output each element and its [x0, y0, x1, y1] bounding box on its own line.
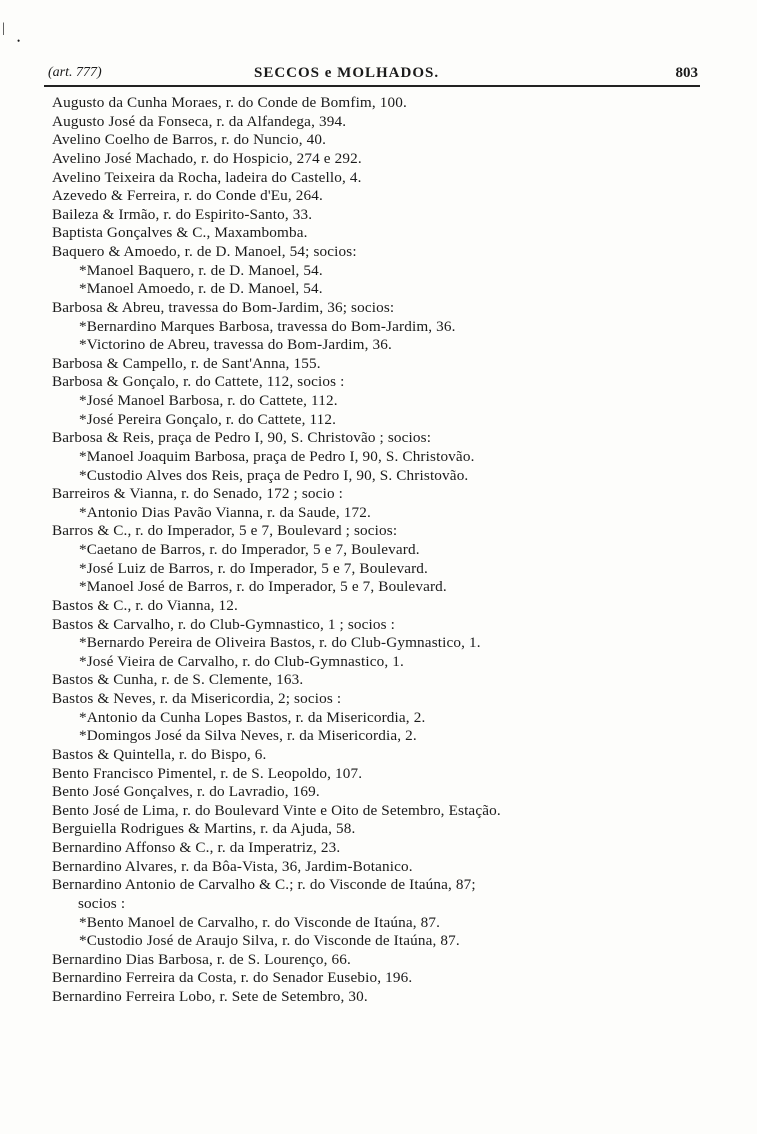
socio-entry: *Manoel José de Barros, r. do Imperador, 5 e 7, Boulevard.	[79, 578, 447, 596]
socio-entry: *Bernardino Marques Barbosa, travessa do Bom-Jardim, 36.	[79, 317, 456, 335]
business-entry: Bernardino Antonio de Carvalho & C.; r. do Visconde de Itaúna, 87;	[52, 876, 476, 894]
socio-entry: *Custodio Alves dos Reis, praça de Pedro I, 90, S. Christovão.	[79, 466, 469, 484]
margin-mark: |	[2, 21, 5, 36]
business-entry: Avelino José Machado, r. do Hospicio, 274 e 292.	[52, 149, 362, 167]
business-entry: Bernardino Alvares, r. da Bôa-Vista, 36, Jardim-Botanico.	[52, 857, 413, 875]
business-entry: Bernardino Affonso & C., r. da Imperatriz, 23.	[52, 839, 341, 856]
business-entry: Barbosa & Gonçalo, r. do Cattete, 112, socios :	[52, 373, 345, 391]
socio-entry: socios :	[78, 894, 126, 912]
business-entry: Bernardino Ferreira Lobo, r. Sete de Setembro, 30.	[52, 988, 368, 1005]
page-number: 803	[675, 65, 698, 81]
socio-entry: *Victorino de Abreu, travessa do Bom-Jardim, 36.	[79, 336, 392, 354]
socio-entry: *Caetano de Barros, r. do Imperador, 5 e 7, Boulevard.	[79, 541, 420, 558]
business-entry: Bernardino Ferreira da Costa, r. do Senador Eusebio, 196.	[52, 969, 413, 987]
socio-entry: *Bernardo Pereira de Oliveira Bastos, r. do Club-Gymnastico, 1.	[79, 634, 481, 652]
socio-entry: *Domingos José da Silva Neves, r. da Misericordia, 2.	[79, 727, 417, 745]
business-entry: Baptista Gonçalves & C., Maxambomba.	[52, 224, 308, 242]
business-entry: Barbosa & Campello, r. de Sant'Anna, 155.	[52, 354, 321, 372]
business-entry: Bento José de Lima, r. do Boulevard Vinte e Oito de Setembro, Estação.	[52, 801, 501, 819]
business-entry: Baquero & Amoedo, r. de D. Manoel, 54; socios:	[52, 243, 357, 260]
business-entry: Bastos & Carvalho, r. do Club-Gymnastico, 1 ; socios :	[52, 615, 396, 633]
business-entry: Bastos & Neves, r. da Misericordia, 2; socios :	[52, 690, 342, 707]
socio-entry: *Manoel Amoedo, r. de D. Manoel, 54.	[79, 280, 323, 298]
socio-entry: *Manoel Joaquim Barbosa, praça de Pedro I, 90, S. Christovão.	[79, 447, 475, 465]
business-entry: Barbosa & Reis, praça de Pedro I, 90, S. Christovão ; socios:	[52, 429, 432, 447]
business-entry: Bento José Gonçalves, r. do Lavradio, 169.	[52, 783, 320, 801]
business-entry: Avelino Teixeira da Rocha, ladeira do Castello, 4.	[52, 168, 362, 186]
socio-entry: *Antonio Dias Pavão Vianna, r. da Saude, 172.	[79, 503, 371, 521]
business-entry: Barros & C., r. do Imperador, 5 e 7, Boulevard ; socios:	[52, 522, 398, 540]
business-entry: Barreiros & Vianna, r. do Senado, 172 ; socio :	[52, 485, 343, 503]
business-entry: Berguiella Rodrigues & Martins, r. da Ajuda, 58.	[52, 820, 356, 838]
socio-entry: *José Pereira Gonçalo, r. do Cattete, 112.	[79, 410, 337, 428]
socio-entry: *Antonio da Cunha Lopes Bastos, r. da Misericordia, 2.	[79, 708, 426, 726]
article-range: (art. 777)	[48, 65, 102, 80]
socio-entry: *José Luiz de Barros, r. do Imperador, 5 e 7, Boulevard.	[79, 559, 428, 577]
socio-entry: *Custodio José de Araujo Silva, r. do Visconde de Itaúna, 87.	[79, 932, 460, 950]
socio-entry: *Manoel Baquero, r. de D. Manoel, 54.	[79, 261, 323, 279]
socio-entry: *Bento Manoel de Carvalho, r. do Visconde de Itaúna, 87.	[79, 913, 441, 931]
business-entry: Bastos & Cunha, r. de S. Clemente, 163.	[52, 671, 304, 689]
business-entry: Barbosa & Abreu, travessa do Bom-Jardim, 36; socios:	[52, 298, 395, 316]
directory-entries	[0, 94, 757, 1007]
business-entry: Azevedo & Ferreira, r. do Conde d'Eu, 264.	[52, 187, 323, 205]
business-entry: Augusto da Cunha Moraes, r. do Conde de Bomfim, 100.	[52, 94, 407, 111]
business-entry: Bernardino Dias Barbosa, r. de S. Lourenço, 66.	[52, 950, 351, 968]
business-entry: Avelino Coelho de Barros, r. do Nuncio, 40.	[52, 131, 327, 149]
business-entry: Augusto José da Fonseca, r. da Alfandega, 394.	[52, 112, 347, 130]
margin-mark: •	[17, 36, 21, 46]
socio-entry: *José Vieira de Carvalho, r. do Club-Gymnastico, 1.	[79, 652, 404, 670]
header-rule	[44, 85, 700, 87]
business-entry: Bastos & C., r. do Vianna, 12.	[52, 596, 238, 614]
business-entry: Baileza & Irmão, r. do Espirito-Santo, 33.	[52, 205, 313, 223]
page-header	[44, 62, 700, 84]
business-entry: Bastos & Quintella, r. do Bispo, 6.	[52, 745, 267, 763]
section-title: SECCOS e MOLHADOS.	[254, 65, 440, 81]
socio-entry: *José Manoel Barbosa, r. do Cattete, 112.	[79, 392, 338, 409]
business-entry: Bento Francisco Pimentel, r. de S. Leopoldo, 107.	[52, 764, 363, 782]
